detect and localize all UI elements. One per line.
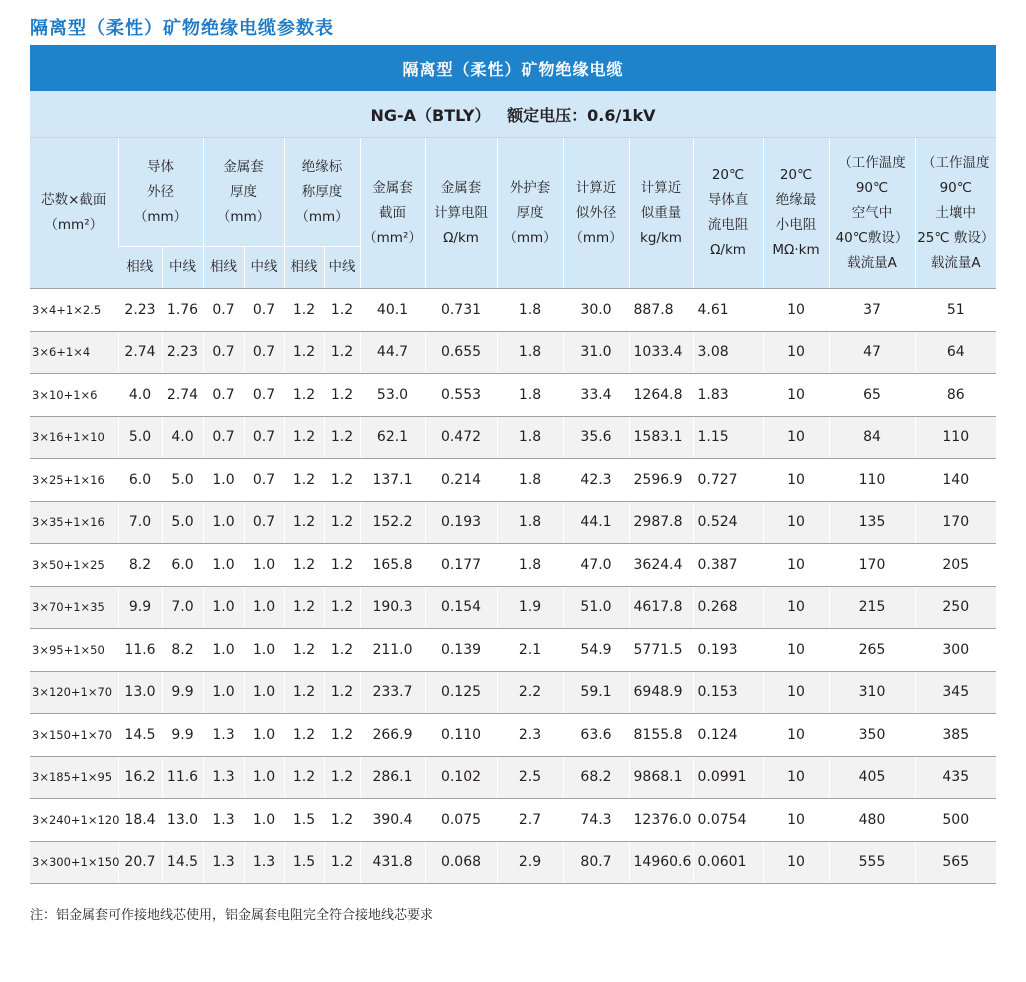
table-cell: 110 bbox=[829, 459, 915, 502]
table-cell: 42.3 bbox=[563, 459, 629, 502]
table-cell: 10 bbox=[763, 331, 829, 374]
table-cell: 1.2 bbox=[324, 501, 360, 544]
table-cell: 1.2 bbox=[324, 756, 360, 799]
table-cell: 1.2 bbox=[284, 501, 324, 544]
table-cell: 310 bbox=[829, 671, 915, 714]
table-cell: 1.15 bbox=[693, 416, 763, 459]
table-cell: 1.8 bbox=[497, 501, 563, 544]
table-cell: 1.2 bbox=[324, 799, 360, 842]
table-cell: 211.0 bbox=[360, 629, 425, 672]
table-cell: 1.0 bbox=[244, 756, 284, 799]
table-cell: 13.0 bbox=[118, 671, 162, 714]
table-cell: 1.0 bbox=[203, 629, 244, 672]
table-cell: 1.0 bbox=[244, 629, 284, 672]
table-cell: 0.193 bbox=[693, 629, 763, 672]
table-cell: 1.2 bbox=[324, 714, 360, 757]
table-cell: 5.0 bbox=[118, 416, 162, 459]
table-cell: 0.7 bbox=[244, 289, 284, 332]
cell-core-section: 3×185+1×95 bbox=[30, 756, 118, 799]
table-cell: 4.0 bbox=[162, 416, 203, 459]
page-title: 隔离型（柔性）矿物绝缘电缆参数表 bbox=[30, 18, 334, 39]
table-cell: 0.154 bbox=[425, 586, 497, 629]
table-cell: 10 bbox=[763, 501, 829, 544]
table-cell: 0.553 bbox=[425, 374, 497, 417]
table-cell: 0.7 bbox=[244, 416, 284, 459]
table-cell: 1.8 bbox=[497, 416, 563, 459]
table-cell: 286.1 bbox=[360, 756, 425, 799]
table-cell: 12376.0 bbox=[629, 799, 693, 842]
header-approx-od: 计算近 似外径 （mm） bbox=[563, 138, 629, 289]
table-cell: 20.7 bbox=[118, 841, 162, 884]
header-core-section: 芯数×截面 （mm²） bbox=[30, 138, 118, 289]
header-phase: 相线 bbox=[284, 247, 324, 289]
table-cell: 1.2 bbox=[284, 586, 324, 629]
cell-core-section: 3×50+1×25 bbox=[30, 544, 118, 587]
table-cell: 2.9 bbox=[497, 841, 563, 884]
table-cell: 1.8 bbox=[497, 374, 563, 417]
table-cell: 1.2 bbox=[284, 714, 324, 757]
header-sheath-area: 金属套 截面 （mm²） bbox=[360, 138, 425, 289]
table-cell: 0.7 bbox=[203, 374, 244, 417]
table-cell: 1.2 bbox=[324, 841, 360, 884]
table-cell: 0.124 bbox=[693, 714, 763, 757]
table-cell: 1583.1 bbox=[629, 416, 693, 459]
table-cell: 0.102 bbox=[425, 756, 497, 799]
table-cell: 2596.9 bbox=[629, 459, 693, 502]
table-cell: 1.2 bbox=[284, 331, 324, 374]
header-neutral: 中线 bbox=[162, 247, 203, 289]
table-cell: 1.2 bbox=[324, 629, 360, 672]
table-cell: 6948.9 bbox=[629, 671, 693, 714]
table-cell: 480 bbox=[829, 799, 915, 842]
table-cell: 3.08 bbox=[693, 331, 763, 374]
footnote: 注：铝金属套可作接地线芯使用，铝金属套电阻完全符合接地线芯要求 bbox=[30, 908, 434, 923]
table-cell: 0.524 bbox=[693, 501, 763, 544]
table-cell: 1.0 bbox=[244, 586, 284, 629]
table-cell: 1.8 bbox=[497, 331, 563, 374]
table-cell: 0.7 bbox=[244, 374, 284, 417]
table-cell: 1.2 bbox=[324, 374, 360, 417]
table-cell: 405 bbox=[829, 756, 915, 799]
table-cell: 555 bbox=[829, 841, 915, 884]
table-cell: 0.731 bbox=[425, 289, 497, 332]
table-cell: 1.5 bbox=[284, 841, 324, 884]
header-phase: 相线 bbox=[203, 247, 244, 289]
table-cell: 8.2 bbox=[162, 629, 203, 672]
table-cell: 4.0 bbox=[118, 374, 162, 417]
table-cell: 63.6 bbox=[563, 714, 629, 757]
table-cell: 1.2 bbox=[284, 459, 324, 502]
table-cell: 1.0 bbox=[244, 714, 284, 757]
table-cell: 2.74 bbox=[162, 374, 203, 417]
table-cell: 1.3 bbox=[203, 841, 244, 884]
table-row bbox=[30, 331, 996, 374]
table-row bbox=[30, 629, 996, 672]
table-cell: 0.655 bbox=[425, 331, 497, 374]
table-cell: 170 bbox=[829, 544, 915, 587]
table-cell: 51 bbox=[915, 289, 996, 332]
table-cell: 30.0 bbox=[563, 289, 629, 332]
table-cell: 2.2 bbox=[497, 671, 563, 714]
table-cell: 233.7 bbox=[360, 671, 425, 714]
table-cell: 0.110 bbox=[425, 714, 497, 757]
table-cell: 0.177 bbox=[425, 544, 497, 587]
table-cell: 44.1 bbox=[563, 501, 629, 544]
table-cell: 1.0 bbox=[203, 671, 244, 714]
table-cell: 1.76 bbox=[162, 289, 203, 332]
table-cell: 250 bbox=[915, 586, 996, 629]
table-cell: 31.0 bbox=[563, 331, 629, 374]
table-cell: 59.1 bbox=[563, 671, 629, 714]
table-cell: 74.3 bbox=[563, 799, 629, 842]
table-cell: 170 bbox=[915, 501, 996, 544]
table-cell: 0.7 bbox=[244, 331, 284, 374]
header-jacket-thickness: 外护套 厚度 （mm） bbox=[497, 138, 563, 289]
table-cell: 1.2 bbox=[284, 629, 324, 672]
cell-core-section: 3×35+1×16 bbox=[30, 501, 118, 544]
header-sheath-resistance: 金属套 计算电阻 Ω/km bbox=[425, 138, 497, 289]
cell-core-section: 3×6+1×4 bbox=[30, 331, 118, 374]
table-cell: 2987.8 bbox=[629, 501, 693, 544]
table-cell: 1.3 bbox=[203, 799, 244, 842]
table-row bbox=[30, 459, 996, 502]
table-cell: 5.0 bbox=[162, 501, 203, 544]
table-row bbox=[30, 586, 996, 629]
table-cell: 350 bbox=[829, 714, 915, 757]
header-soil-capacity: （工作温度 90℃ 土壤中 25℃ 敷设） 载流量A bbox=[915, 138, 996, 289]
header-sheath-thickness: 金属套 厚度 （mm） bbox=[203, 138, 284, 247]
table-cell: 86 bbox=[915, 374, 996, 417]
table-cell: 54.9 bbox=[563, 629, 629, 672]
table-cell: 0.139 bbox=[425, 629, 497, 672]
table-cell: 1.3 bbox=[244, 841, 284, 884]
table-cell: 33.4 bbox=[563, 374, 629, 417]
table-cell: 1.2 bbox=[324, 331, 360, 374]
table-cell: 190.3 bbox=[360, 586, 425, 629]
table-cell: 887.8 bbox=[629, 289, 693, 332]
table-cell: 0.125 bbox=[425, 671, 497, 714]
table-cell: 0.7 bbox=[203, 416, 244, 459]
table-cell: 37 bbox=[829, 289, 915, 332]
table-cell: 0.7 bbox=[244, 459, 284, 502]
table-cell: 0.7 bbox=[203, 289, 244, 332]
table-cell: 1.2 bbox=[324, 671, 360, 714]
table-cell: 65 bbox=[829, 374, 915, 417]
table-cell: 7.0 bbox=[162, 586, 203, 629]
table-cell: 10 bbox=[763, 714, 829, 757]
table-cell: 431.8 bbox=[360, 841, 425, 884]
table-cell: 2.1 bbox=[497, 629, 563, 672]
table-cell: 1.8 bbox=[497, 459, 563, 502]
table-cell: 8155.8 bbox=[629, 714, 693, 757]
table-cell: 4617.8 bbox=[629, 586, 693, 629]
table-cell: 1.2 bbox=[324, 459, 360, 502]
table-cell: 68.2 bbox=[563, 756, 629, 799]
table-cell: 14.5 bbox=[162, 841, 203, 884]
table-row bbox=[30, 841, 996, 884]
cell-core-section: 3×120+1×70 bbox=[30, 671, 118, 714]
table-cell: 8.2 bbox=[118, 544, 162, 587]
table-cell: 0.387 bbox=[693, 544, 763, 587]
table-cell: 10 bbox=[763, 586, 829, 629]
table-cell: 1.2 bbox=[284, 756, 324, 799]
table-title: 隔离型（柔性）矿物绝缘电缆 bbox=[30, 45, 996, 91]
table-cell: 0.472 bbox=[425, 416, 497, 459]
table-cell: 1.2 bbox=[284, 289, 324, 332]
cell-core-section: 3×16+1×10 bbox=[30, 416, 118, 459]
table-cell: 140 bbox=[915, 459, 996, 502]
table-cell: 1.2 bbox=[324, 416, 360, 459]
table-cell: 2.23 bbox=[162, 331, 203, 374]
table-cell: 10 bbox=[763, 289, 829, 332]
table-row bbox=[30, 671, 996, 714]
table-cell: 1.0 bbox=[244, 544, 284, 587]
table-cell: 44.7 bbox=[360, 331, 425, 374]
table-cell: 64 bbox=[915, 331, 996, 374]
table-cell: 5.0 bbox=[162, 459, 203, 502]
table-cell: 62.1 bbox=[360, 416, 425, 459]
table-cell: 2.3 bbox=[497, 714, 563, 757]
table-cell: 10 bbox=[763, 459, 829, 502]
table-cell: 1.8 bbox=[497, 289, 563, 332]
header-dc-resistance: 20℃ 导体直 流电阻 Ω/km bbox=[693, 138, 763, 289]
table-cell: 1.8 bbox=[497, 544, 563, 587]
table-cell: 266.9 bbox=[360, 714, 425, 757]
table-cell: 0.193 bbox=[425, 501, 497, 544]
table-cell: 10 bbox=[763, 374, 829, 417]
table-cell: 1.9 bbox=[497, 586, 563, 629]
table-cell: 300 bbox=[915, 629, 996, 672]
table-cell: 14.5 bbox=[118, 714, 162, 757]
table-cell: 9868.1 bbox=[629, 756, 693, 799]
table-cell: 1264.8 bbox=[629, 374, 693, 417]
table-cell: 1.2 bbox=[284, 416, 324, 459]
table-cell: 137.1 bbox=[360, 459, 425, 502]
table-cell: 1.0 bbox=[203, 459, 244, 502]
table-cell: 9.9 bbox=[162, 671, 203, 714]
cell-core-section: 3×70+1×35 bbox=[30, 586, 118, 629]
table-cell: 1.2 bbox=[284, 544, 324, 587]
table-cell: 5771.5 bbox=[629, 629, 693, 672]
cell-core-section: 3×25+1×16 bbox=[30, 459, 118, 502]
table-cell: 2.7 bbox=[497, 799, 563, 842]
table-subtitle: NG-A（BTLY） 额定电压：0.6/1kV bbox=[30, 91, 996, 138]
table-cell: 10 bbox=[763, 416, 829, 459]
table-row bbox=[30, 416, 996, 459]
table-cell: 6.0 bbox=[118, 459, 162, 502]
table-cell: 1.83 bbox=[693, 374, 763, 417]
table-cell: 0.268 bbox=[693, 586, 763, 629]
table-cell: 165.8 bbox=[360, 544, 425, 587]
table-row bbox=[30, 544, 996, 587]
table-cell: 2.23 bbox=[118, 289, 162, 332]
table-cell: 51.0 bbox=[563, 586, 629, 629]
table-cell: 1.3 bbox=[203, 756, 244, 799]
table-cell: 9.9 bbox=[162, 714, 203, 757]
table-cell: 80.7 bbox=[563, 841, 629, 884]
table-cell: 0.7 bbox=[203, 331, 244, 374]
table-cell: 2.74 bbox=[118, 331, 162, 374]
table-cell: 2.5 bbox=[497, 756, 563, 799]
table-row bbox=[30, 756, 996, 799]
table-cell: 1.2 bbox=[284, 374, 324, 417]
table-cell: 0.214 bbox=[425, 459, 497, 502]
table-cell: 3624.4 bbox=[629, 544, 693, 587]
header-phase: 相线 bbox=[118, 247, 162, 289]
cell-core-section: 3×150+1×70 bbox=[30, 714, 118, 757]
table-cell: 7.0 bbox=[118, 501, 162, 544]
table-cell: 14960.6 bbox=[629, 841, 693, 884]
table-cell: 205 bbox=[915, 544, 996, 587]
table-cell: 110 bbox=[915, 416, 996, 459]
table-row bbox=[30, 501, 996, 544]
table-cell: 265 bbox=[829, 629, 915, 672]
table-cell: 4.61 bbox=[693, 289, 763, 332]
table-cell: 10 bbox=[763, 544, 829, 587]
table-cell: 135 bbox=[829, 501, 915, 544]
table-cell: 10 bbox=[763, 799, 829, 842]
cell-core-section: 3×4+1×2.5 bbox=[30, 289, 118, 332]
table-row bbox=[30, 799, 996, 842]
table-cell: 435 bbox=[915, 756, 996, 799]
header-neutral: 中线 bbox=[324, 247, 360, 289]
table-cell: 1.2 bbox=[324, 586, 360, 629]
table-cell: 1.0 bbox=[203, 544, 244, 587]
header-air-capacity: （工作温度 90℃ 空气中 40℃敷设） 载流量A bbox=[829, 138, 915, 289]
header-insulation-resistance: 20℃ 绝缘最 小电阻 MΩ·km bbox=[763, 138, 829, 289]
table-cell: 84 bbox=[829, 416, 915, 459]
table-cell: 47.0 bbox=[563, 544, 629, 587]
table-cell: 35.6 bbox=[563, 416, 629, 459]
cell-core-section: 3×300+1×150 bbox=[30, 841, 118, 884]
cell-core-section: 3×240+1×120 bbox=[30, 799, 118, 842]
table-cell: 1.5 bbox=[284, 799, 324, 842]
table-cell: 500 bbox=[915, 799, 996, 842]
table-cell: 152.2 bbox=[360, 501, 425, 544]
table-cell: 0.0601 bbox=[693, 841, 763, 884]
cable-spec-table bbox=[30, 45, 996, 884]
table-cell: 565 bbox=[915, 841, 996, 884]
table-cell: 47 bbox=[829, 331, 915, 374]
table-cell: 1.0 bbox=[203, 586, 244, 629]
table-cell: 11.6 bbox=[118, 629, 162, 672]
cell-core-section: 3×95+1×50 bbox=[30, 629, 118, 672]
table-cell: 1.0 bbox=[244, 671, 284, 714]
table-cell: 11.6 bbox=[162, 756, 203, 799]
table-cell: 16.2 bbox=[118, 756, 162, 799]
table-cell: 345 bbox=[915, 671, 996, 714]
table-cell: 1.2 bbox=[324, 544, 360, 587]
table-cell: 10 bbox=[763, 756, 829, 799]
table-cell: 0.0754 bbox=[693, 799, 763, 842]
table-cell: 9.9 bbox=[118, 586, 162, 629]
header-approx-weight: 计算近 似重量 kg/km bbox=[629, 138, 693, 289]
table-cell: 1.0 bbox=[203, 501, 244, 544]
table-cell: 385 bbox=[915, 714, 996, 757]
table-cell: 215 bbox=[829, 586, 915, 629]
table-cell: 6.0 bbox=[162, 544, 203, 587]
table-cell: 1.2 bbox=[324, 289, 360, 332]
table-cell: 0.068 bbox=[425, 841, 497, 884]
table-cell: 1033.4 bbox=[629, 331, 693, 374]
table-cell: 0.153 bbox=[693, 671, 763, 714]
table-cell: 0.0991 bbox=[693, 756, 763, 799]
table-row bbox=[30, 374, 996, 417]
table-cell: 10 bbox=[763, 671, 829, 714]
table-cell: 0.075 bbox=[425, 799, 497, 842]
table-cell: 0.727 bbox=[693, 459, 763, 502]
header-conductor-od: 导体 外径 （mm） bbox=[118, 138, 203, 247]
table-cell: 10 bbox=[763, 841, 829, 884]
table-cell: 1.3 bbox=[203, 714, 244, 757]
header-neutral: 中线 bbox=[244, 247, 284, 289]
table-cell: 18.4 bbox=[118, 799, 162, 842]
table-cell: 40.1 bbox=[360, 289, 425, 332]
cell-core-section: 3×10+1×6 bbox=[30, 374, 118, 417]
table-row bbox=[30, 714, 996, 757]
header-insulation-thickness: 绝缘标 称厚度 （mm） bbox=[284, 138, 360, 247]
table-cell: 390.4 bbox=[360, 799, 425, 842]
table-cell: 0.7 bbox=[244, 501, 284, 544]
table-cell: 10 bbox=[763, 629, 829, 672]
table-cell: 1.2 bbox=[284, 671, 324, 714]
table-row bbox=[30, 289, 996, 332]
table-cell: 13.0 bbox=[162, 799, 203, 842]
table-cell: 1.0 bbox=[244, 799, 284, 842]
table-cell: 53.0 bbox=[360, 374, 425, 417]
